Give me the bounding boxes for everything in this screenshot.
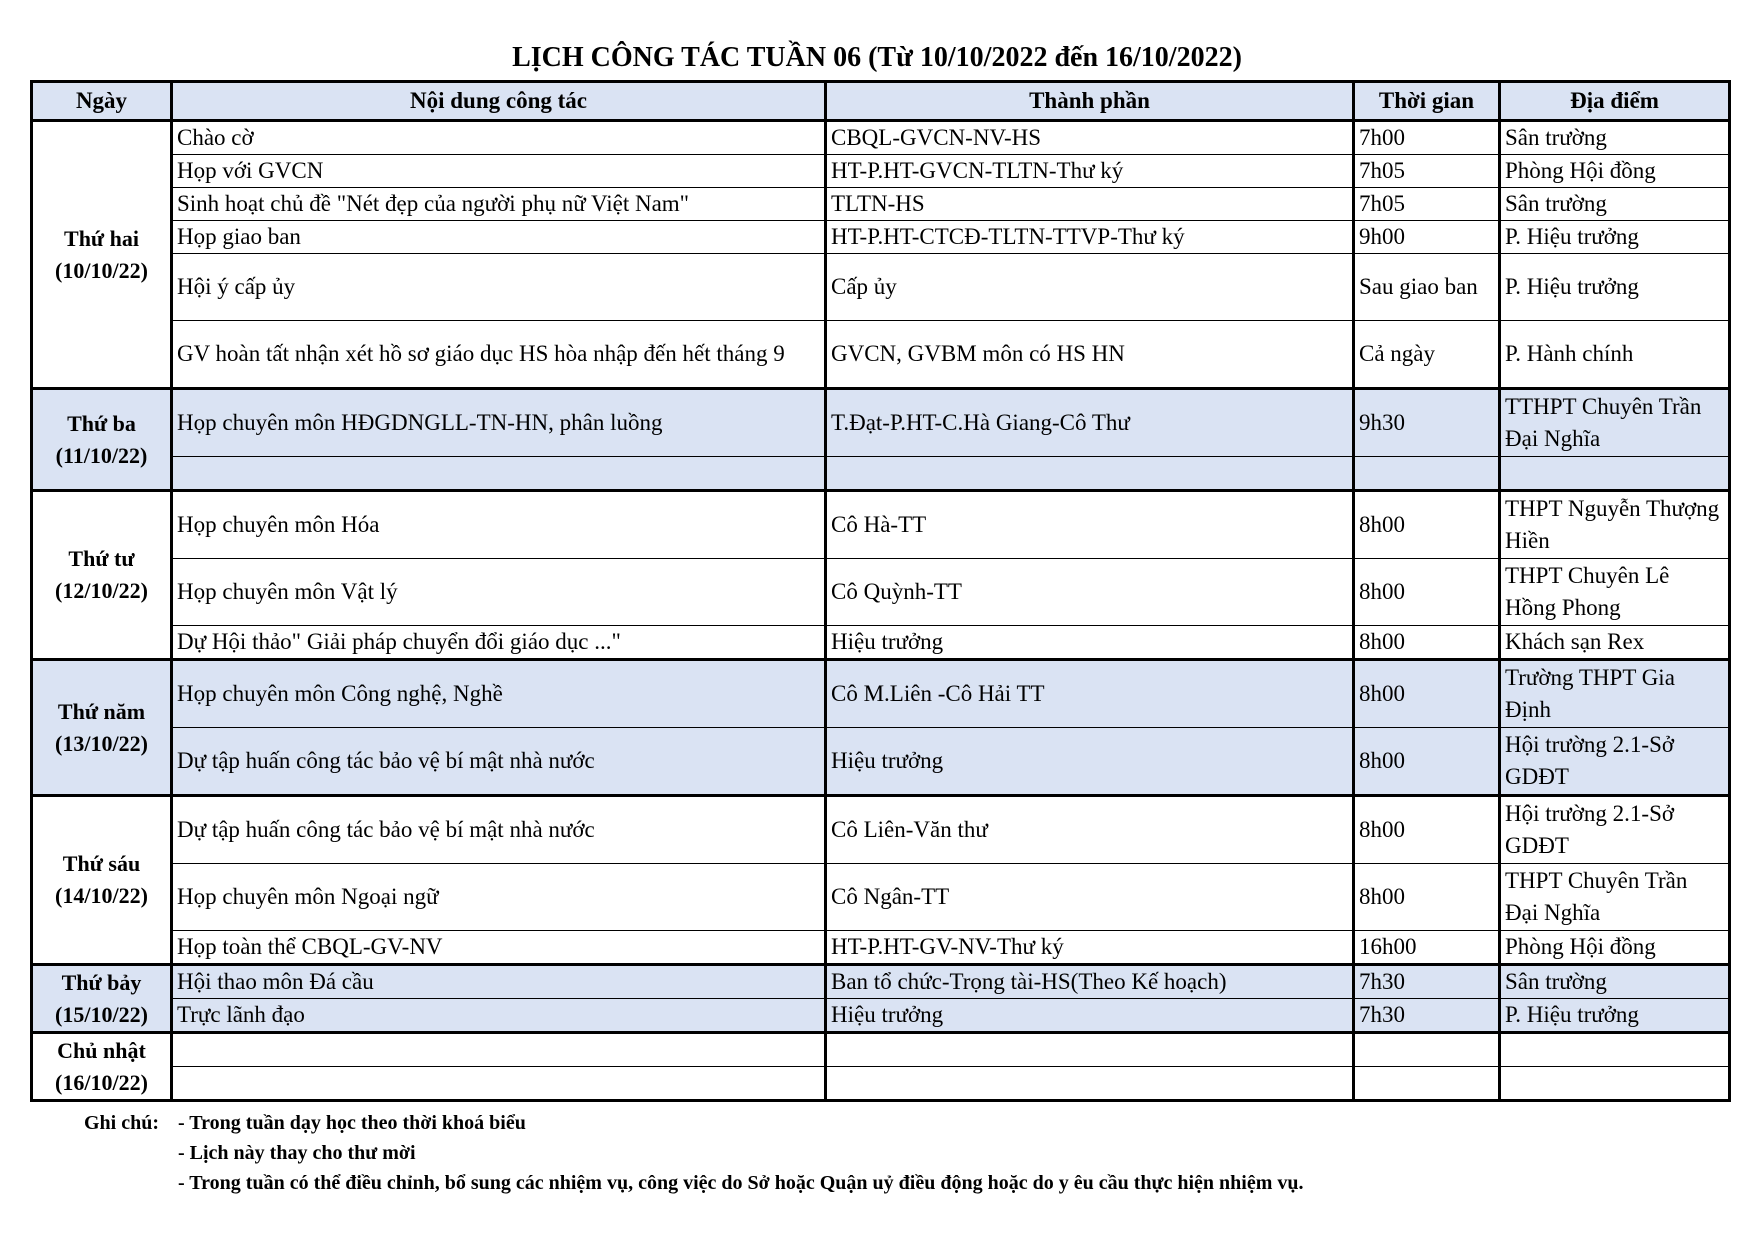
location-cell: TTHPT Chuyên Trần Đại Nghĩa	[1500, 389, 1730, 457]
time-cell: 7h00	[1354, 121, 1500, 155]
day-cell	[32, 965, 172, 1033]
participants-cell: Hiệu trưởng	[826, 728, 1354, 796]
content-cell: Họp chuyên môn HĐGDNGLL-TN-HN, phân luồng	[172, 389, 826, 457]
table-row	[32, 626, 1730, 660]
header-row	[32, 82, 1730, 121]
participants-cell	[826, 1067, 1354, 1101]
location-cell: Sân trường	[1500, 121, 1730, 155]
day-group-wednesday	[32, 491, 1730, 660]
location-cell: P. Hiệu trưởng	[1500, 254, 1730, 321]
header-participants: Thành phần	[826, 82, 1354, 121]
day-name: Thứ tư	[68, 546, 135, 571]
content-cell: Dự tập huấn công tác bảo vệ bí mật nhà nước	[172, 796, 826, 864]
participants-cell: T.Đạt-P.HT-C.Hà Giang-Cô Thư	[826, 389, 1354, 457]
table-row	[32, 321, 1730, 389]
table-row	[32, 796, 1730, 864]
day-name: Thứ ba	[67, 410, 136, 436]
time-cell: 8h00	[1354, 491, 1500, 559]
participants-cell: TLTN-HS	[826, 188, 1354, 221]
location-cell: THPT Nguyễn Thượng Hiền	[1500, 491, 1730, 559]
time-cell: 7h30	[1354, 999, 1500, 1033]
time-cell: 16h00	[1354, 931, 1500, 965]
day-cell	[32, 491, 172, 660]
content-cell: Hội ý cấp ủy	[172, 254, 826, 321]
location-cell: Sân trường	[1500, 965, 1730, 999]
location-cell	[1500, 1067, 1730, 1101]
day-cell	[32, 389, 172, 491]
location-cell: Trường THPT Gia Định	[1500, 660, 1730, 728]
table-row	[32, 389, 1730, 457]
content-cell: Họp chuyên môn Vật lý	[172, 559, 826, 626]
day-name: Chủ nhật	[57, 1037, 146, 1063]
day-name: Thứ hai	[64, 225, 139, 251]
table-row	[32, 965, 1730, 999]
note-line: - Trong tuần dạy học theo thời khoá biểu	[178, 1112, 526, 1134]
day-date: (12/10/22)	[55, 578, 148, 603]
header-day: Ngày	[32, 82, 172, 121]
location-cell: Sân trường	[1500, 188, 1730, 221]
participants-cell	[826, 1033, 1354, 1067]
participants-cell: Ban tổ chức-Trọng tài-HS(Theo Kế hoạch)	[826, 965, 1354, 999]
time-cell: 9h00	[1354, 221, 1500, 254]
participants-cell: Hiệu trưởng	[826, 626, 1354, 660]
participants-cell: GVCN, GVBM môn có HS HN	[826, 321, 1354, 389]
time-cell: Cả ngày	[1354, 321, 1500, 389]
time-cell: 8h00	[1354, 660, 1500, 728]
location-cell: THPT Chuyên Trần Đại Nghĩa	[1500, 864, 1730, 931]
participants-cell: Cấp ủy	[826, 254, 1354, 321]
time-cell: 8h00	[1354, 796, 1500, 864]
header-location: Địa điểm	[1500, 82, 1730, 121]
location-cell: P. Hiệu trưởng	[1500, 999, 1730, 1033]
location-cell	[1500, 1033, 1730, 1067]
participants-cell: Cô M.Liên -Cô Hải TT	[826, 660, 1354, 728]
time-cell: 7h05	[1354, 188, 1500, 221]
time-cell	[1354, 1067, 1500, 1101]
table-row	[32, 999, 1730, 1033]
time-cell: 8h00	[1354, 864, 1500, 931]
table-row	[32, 559, 1730, 626]
time-cell: 7h30	[1354, 965, 1500, 999]
day-date: (10/10/22)	[55, 257, 148, 283]
participants-cell: Cô Ngân-TT	[826, 864, 1354, 931]
location-cell: Phòng Hội đồng	[1500, 155, 1730, 188]
notes-label: Ghi chú:	[84, 1112, 160, 1134]
content-cell: Họp toàn thể CBQL-GV-NV	[172, 931, 826, 965]
time-cell: 7h05	[1354, 155, 1500, 188]
table-row	[32, 931, 1730, 965]
content-cell: Họp giao ban	[172, 221, 826, 254]
day-date: (13/10/22)	[55, 730, 148, 756]
content-cell: Sinh hoạt chủ đề "Nét đẹp của người phụ nữ Việt Nam"	[172, 188, 826, 221]
table-row	[32, 1033, 1730, 1067]
participants-cell: HT-P.HT-CTCĐ-TLTN-TTVP-Thư ký	[826, 221, 1354, 254]
day-group-thursday	[32, 660, 1730, 796]
participants-cell: Cô Liên-Văn thư	[826, 796, 1354, 864]
content-cell: Họp chuyên môn Ngoại ngữ	[172, 864, 826, 931]
day-group-sunday	[32, 1033, 1730, 1101]
table-row	[32, 491, 1730, 559]
day-group-saturday	[32, 965, 1730, 1033]
table-row	[32, 457, 1730, 491]
table-row	[32, 660, 1730, 728]
page-title: LỊCH CÔNG TÁC TUẦN 06 (Từ 10/10/2022 đến 16/10/2022)	[512, 42, 1242, 73]
table-row	[32, 155, 1730, 188]
note-line: - Trong tuần có thể điều chỉnh, bổ sung các nhiệm vụ, công việc do Sở hoặc Quận uỷ điều động hoặc do y êu cầu thực hiện nhiệm vụ.	[178, 1172, 1304, 1194]
location-cell: THPT Chuyên Lê Hồng Phong	[1500, 559, 1730, 626]
participants-cell: CBQL-GVCN-NV-HS	[826, 121, 1354, 155]
participants-cell: Cô Hà-TT	[826, 491, 1354, 559]
content-cell: Họp chuyên môn Hóa	[172, 491, 826, 559]
location-cell: P. Hành chính	[1500, 321, 1730, 389]
time-cell: Sau giao ban	[1354, 254, 1500, 321]
header-content: Nội dung công tác	[172, 82, 826, 121]
time-cell	[1354, 1033, 1500, 1067]
participants-cell: Hiệu trưởng	[826, 999, 1354, 1033]
day-date: (16/10/22)	[55, 1069, 148, 1095]
content-cell: Hội thao môn Đá cầu	[172, 965, 826, 999]
table-row	[32, 864, 1730, 931]
content-cell	[172, 457, 826, 491]
content-cell	[172, 1033, 826, 1067]
participants-cell: HT-P.HT-GVCN-TLTN-Thư ký	[826, 155, 1354, 188]
note-line: - Lịch này thay cho thư mời	[178, 1142, 416, 1164]
day-name: Thứ năm	[57, 698, 146, 724]
table-row	[32, 254, 1730, 321]
day-date: (15/10/22)	[55, 1001, 148, 1027]
location-cell: Hội trường 2.1-Sở GDĐT	[1500, 728, 1730, 796]
table-row	[32, 728, 1730, 796]
content-cell: Họp chuyên môn Công nghệ, Nghề	[172, 660, 826, 728]
day-name: Thứ bảy	[61, 969, 142, 995]
content-cell	[172, 1067, 826, 1101]
content-cell: Dự tập huấn công tác bảo vệ bí mật nhà nước	[172, 728, 826, 796]
day-cell	[32, 121, 172, 389]
day-group-monday	[32, 121, 1730, 389]
table-row	[32, 121, 1730, 155]
day-date: (11/10/22)	[55, 442, 148, 468]
time-cell: 8h00	[1354, 626, 1500, 660]
time-cell: 8h00	[1354, 559, 1500, 626]
content-cell: Trực lãnh đạo	[172, 999, 826, 1033]
table-row	[32, 1067, 1730, 1101]
participants-cell	[826, 457, 1354, 491]
time-cell: 9h30	[1354, 389, 1500, 457]
location-cell: Hội trường 2.1-Sở GDĐT	[1500, 796, 1730, 864]
table-row	[32, 221, 1730, 254]
location-cell: Khách sạn Rex	[1500, 626, 1730, 660]
table-row	[32, 188, 1730, 221]
location-cell: Phòng Hội đồng	[1500, 931, 1730, 965]
day-cell	[32, 660, 172, 796]
content-cell: GV hoàn tất nhận xét hồ sơ giáo dục HS hòa nhập đến hết tháng 9	[172, 321, 826, 389]
location-cell	[1500, 457, 1730, 491]
day-group-friday	[32, 796, 1730, 965]
header-time: Thời gian	[1354, 82, 1500, 121]
content-cell: Dự Hội thảo" Giải pháp chuyển đổi giáo dục ..."	[172, 626, 826, 660]
schedule-table	[30, 80, 1731, 1102]
day-group-tuesday	[32, 389, 1730, 491]
time-cell	[1354, 457, 1500, 491]
content-cell: Chào cờ	[172, 121, 826, 155]
content-cell: Họp với GVCN	[172, 155, 826, 188]
time-cell: 8h00	[1354, 728, 1500, 796]
location-cell: P. Hiệu trưởng	[1500, 221, 1730, 254]
participants-cell: HT-P.HT-GV-NV-Thư ký	[826, 931, 1354, 965]
participants-cell: Cô Quỳnh-TT	[826, 559, 1354, 626]
day-cell	[32, 796, 172, 965]
day-date: (14/10/22)	[55, 883, 148, 908]
day-name: Thứ sáu	[62, 851, 141, 876]
day-cell	[32, 1033, 172, 1101]
